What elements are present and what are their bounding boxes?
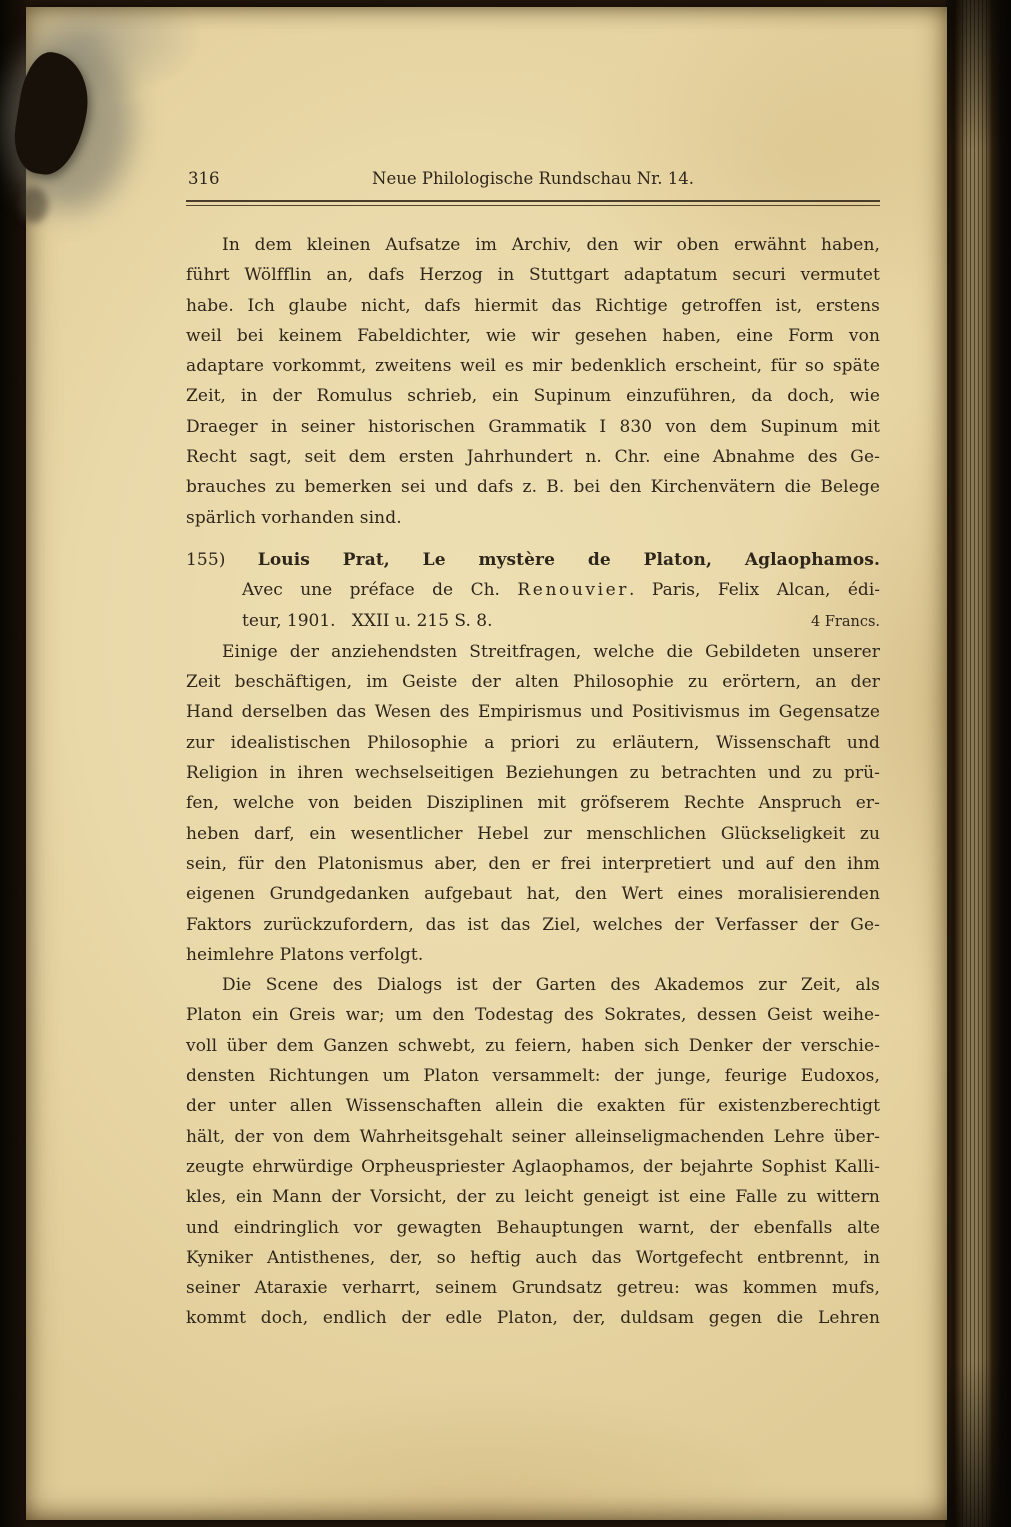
text-line: eigenen Grundgedanken aufgebaut hat, den Wert eines moralisierenden (186, 884, 880, 905)
text-line: spärlich vorhanden sind. (186, 507, 402, 528)
text-line: Recht sagt, seit dem ersten Jahrhundert n. Chr. eine Abnahme des Ge- (186, 447, 880, 468)
entry-number: 155) (186, 549, 226, 570)
text-line: kommt doch, endlich der edle Platon, der, duldsam gegen die Lehren (186, 1308, 880, 1329)
edge-stain-small (20, 187, 48, 223)
paragraph-dialog-scene (186, 970, 880, 1334)
entry-title: Louis Prat, Le mystère de Platon, Aglaophamos. (257, 549, 880, 570)
text-line: heimlehre Platons verfolgt. (186, 944, 424, 965)
page-header (186, 169, 880, 195)
entry-pages-text: teur, 1901. XXII u. 215 S. 8. (242, 610, 493, 631)
text-line: hält, der von dem Wahrheitsgehalt seiner alleinseligmachenden Lehre über- (186, 1126, 880, 1147)
text-line: habe. Ich glaube nicht, dafs hiermit das Richtige getroffen ist, erstens (186, 295, 880, 316)
text-line: voll über dem Ganzen schwebt, zu feiern, haben sich Denker der verschie- (186, 1035, 880, 1056)
text-line: Religion in ihren wechselseitigen Beziehungen zu betrachten und zu prü- (186, 763, 880, 784)
journal-title: Neue Philologische Rundschau Nr. 14. (372, 169, 694, 188)
entry-reference-line (186, 606, 880, 637)
entry-publisher-text: . Paris, Felix Alcan, édi- (629, 580, 880, 601)
page-content (186, 169, 880, 1334)
text-line: brauches zu bemerken sei und dafs z. B. bei den Kirchenvätern die Belege (186, 477, 880, 498)
entry-bibliographic-line (186, 575, 880, 605)
entry-preface-text: Avec une préface de Ch. (242, 580, 518, 601)
journal-page (26, 7, 947, 1520)
text-line: kles, ein Mann der Vorsicht, der zu leicht geneigt ist eine Falle zu wittern (186, 1187, 880, 1208)
text-line: In dem kleinen Aufsatze im Archiv, den wir oben erwähnt haben, (222, 235, 880, 255)
text-line: Platon ein Greis war; um den Todestag des Sokrates, dessen Geist weihe- (186, 1005, 880, 1026)
text-line: führt Wölfflin an, dafs Herzog in Stuttgart adaptatum securi vermutet (186, 265, 880, 286)
entry-editor-name: Renouvier (517, 580, 630, 601)
text-line: Zeit beschäftigen, im Geiste der alten Philosophie zu erörtern, an der (186, 672, 880, 693)
entry-price: 4 Francs. (811, 613, 880, 630)
text-line: fen, welche von beiden Disziplinen mit gröfserem Rechte Anspruch er- (186, 793, 880, 814)
text-line: adaptare vorkommt, zweitens weil es mir bedenklich erscheint, für so späte (186, 356, 880, 377)
entry-title-line (186, 545, 880, 575)
text-line: zur idealistischen Philosophie a priori zu erläutern, Wissenschaft und (186, 732, 880, 753)
text-line: Die Scene des Dialogs ist der Garten des Akademos zur Zeit, als (222, 975, 880, 996)
text-line: der unter allen Wissenschaften allein die exakten für existenzberechtigt (186, 1096, 880, 1117)
text-line: und eindringlich vor gewagten Behauptungen warnt, der ebenfalls alte (186, 1217, 880, 1238)
text-line: Einige der anziehendsten Streitfragen, welche die Gebildeten unserer (222, 641, 880, 662)
text-line: zeugte ehrwürdige Orpheuspriester Aglaophamos, der bejahrte Sophist Kalli- (186, 1156, 880, 1177)
text-line: Hand derselben das Wesen des Empirismus und Positivismus im Gegensatze (186, 702, 880, 723)
text-line: Zeit, in der Romulus schrieb, ein Supinum einzuführen, da doch, wie (186, 386, 880, 407)
page-number: 316 (188, 169, 220, 188)
entry-155-heading (186, 545, 880, 637)
book-page-edges (945, 0, 1011, 1527)
text-line: seiner Ataraxie verharrt, seinem Grundsatz getreu: was kommen mufs, (186, 1278, 880, 1299)
header-rule (186, 200, 880, 206)
text-line: weil bei keinem Fabeldichter, wie wir gesehen haben, eine Form von (186, 325, 880, 346)
paragraph-review-conclusion (186, 230, 880, 533)
text-line: heben darf, ein wesentlicher Hebel zur menschlichen Glückseligkeit zu (186, 823, 880, 844)
text-line: Faktors zurückzufordern, das ist das Ziel, welches der Verfasser der Ge- (186, 914, 880, 935)
text-line: Kyniker Antisthenes, der, so heftig auch das Wortgefecht entbrennt, in (186, 1247, 880, 1268)
text-line: sein, für den Platonismus aber, den er frei interpretiert und auf den ihm (186, 853, 880, 874)
text-line: Draeger in seiner historischen Grammatik I 830 von dem Supinum mit (186, 416, 880, 437)
text-line: densten Richtungen um Platon versammelt: der junge, feurige Eudoxos, (186, 1066, 880, 1087)
paragraph-review-aims (186, 637, 880, 970)
